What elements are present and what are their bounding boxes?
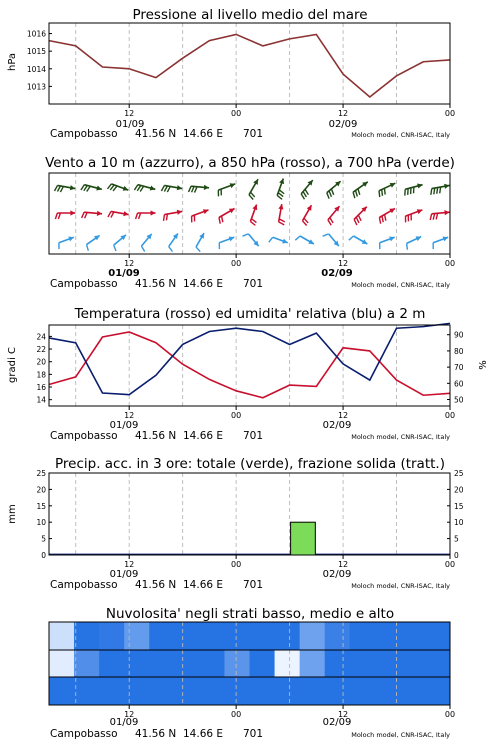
wind-barb <box>249 179 258 199</box>
x-tick-label: 12 <box>337 109 349 118</box>
wind-barb-feather <box>327 193 329 199</box>
wind-barb <box>269 237 288 243</box>
x-tick-label: 00 <box>231 560 242 569</box>
wind-barb-feather <box>57 186 60 192</box>
y-tick-label: 10 <box>454 518 464 528</box>
wind-barb-feather <box>431 189 432 195</box>
x-tick-label: 12 <box>337 710 349 719</box>
x-tick-label: 12 <box>124 411 135 420</box>
latitude: 41.56 N <box>135 430 177 442</box>
wind-barb <box>82 211 102 219</box>
cloud-cell <box>149 650 175 677</box>
y-tick-label: 1013 <box>26 82 46 92</box>
wind-barb <box>54 185 75 192</box>
wind-barb <box>192 209 209 222</box>
cloud-cell <box>325 622 351 650</box>
y-tick-label: 25 <box>454 469 464 478</box>
location-name: Campobasso <box>50 728 118 740</box>
wind-barb <box>302 205 311 225</box>
y-tick-label: 15 <box>454 501 464 511</box>
wind-barb-feather <box>353 192 355 198</box>
x-tick-label: 12 <box>124 560 135 569</box>
cloud-cell <box>350 622 376 650</box>
y-tick-label: 22 <box>36 345 46 355</box>
wind-barb-feather <box>164 186 167 192</box>
wind-barb-feather <box>222 216 223 222</box>
wind-barb-head <box>151 210 156 215</box>
y-tick-label: 25 <box>36 469 46 478</box>
wind-barb-feather <box>219 218 220 224</box>
precip-bar <box>291 522 316 555</box>
wind-barb-feather <box>55 213 57 219</box>
wind-barb-feather <box>134 185 137 190</box>
date-label: 01/09 <box>108 268 140 279</box>
cloud-cell <box>400 650 426 677</box>
x-tick-label: 00 <box>231 109 242 118</box>
y-tick-label: 24 <box>36 332 46 342</box>
wind-barb-feather <box>436 213 437 219</box>
y-tick-label: 50 <box>454 395 464 405</box>
wind-barb <box>405 209 422 222</box>
x-tick-label: 00 <box>444 411 456 420</box>
wind-barb-feather <box>167 186 170 192</box>
wind-barb-feather <box>301 194 304 199</box>
wind-barb <box>81 185 102 192</box>
location-name: Campobasso <box>50 278 118 290</box>
longitude: 14.66 E <box>183 430 224 442</box>
latitude: 41.56 N <box>135 278 177 290</box>
wind-barb-feather <box>434 188 435 194</box>
longitude: 14.66 E <box>183 278 224 290</box>
wind-barb-feather <box>382 216 383 222</box>
wind-barb-feather <box>379 191 380 197</box>
precip-title: Precip. acc. in 3 ore: totale (verde), frazione solida (tratt.) <box>55 456 445 472</box>
cloud-cell <box>325 677 351 705</box>
temp-rh-panel <box>7 306 489 442</box>
elevation: 701 <box>243 278 264 290</box>
clouds-panel <box>49 606 455 740</box>
cloud-cell <box>49 677 75 705</box>
model-credit: Moloch model, CNR-ISAC, Italy <box>351 731 450 739</box>
cloud-cell <box>425 650 451 677</box>
wind-barb-feather <box>195 187 198 193</box>
y-tick-label: 1015 <box>26 47 46 57</box>
wind-barb-head <box>204 185 209 190</box>
wind-barb-feather <box>166 214 167 220</box>
x-tick-label: 00 <box>444 109 456 118</box>
wind-barb <box>295 236 314 244</box>
cloud-cell <box>224 650 250 677</box>
wind-barb-feather <box>356 190 358 196</box>
temp-ylabel: gradi C <box>7 347 18 383</box>
wind-barb-head <box>70 210 75 215</box>
wind-barb-feather <box>192 186 195 192</box>
location-name: Campobasso <box>50 430 118 442</box>
precip-frame <box>49 473 450 555</box>
wind-barb-feather <box>385 215 386 221</box>
wind-barb <box>196 233 204 252</box>
y-tick-label: 16 <box>36 383 46 393</box>
wind-barb-feather <box>139 213 141 219</box>
x-tick-label: 00 <box>231 259 242 268</box>
wind-barb-feather <box>329 191 331 197</box>
x-tick-label: 12 <box>124 109 135 118</box>
wind-barb-feather <box>328 220 331 225</box>
wind-barb-feather <box>379 218 380 224</box>
wind-barb <box>301 180 313 199</box>
cloud-cell <box>350 650 376 677</box>
cloud-cell <box>400 677 426 705</box>
wind-barb <box>136 210 156 219</box>
date-label: 01/09 <box>109 569 139 580</box>
pressure-title: Pressione al livello medio del mare <box>132 7 368 23</box>
wind-barb-feather <box>358 189 360 195</box>
y-tick-label: 10 <box>36 518 46 528</box>
wind-barb-feather <box>136 213 138 219</box>
cloud-cell <box>199 677 225 705</box>
wind-barb-feather <box>58 213 60 219</box>
y-tick-label: 20 <box>454 485 464 495</box>
wind-barb <box>430 210 449 220</box>
wind-barb <box>189 185 209 193</box>
cloud-cell <box>74 622 100 650</box>
wind-panel <box>45 155 455 290</box>
x-tick-label: 00 <box>231 710 242 719</box>
cloud-cell <box>49 650 75 677</box>
cloud-cell <box>300 677 326 705</box>
wind-barb-feather <box>196 247 200 252</box>
x-tick-label: 12 <box>124 710 135 719</box>
wind-barb <box>134 185 155 192</box>
wind-barb <box>141 234 151 252</box>
cloud-cell <box>300 650 326 677</box>
wind-barb <box>278 204 284 225</box>
wind-barb <box>218 183 235 196</box>
cloud-cell <box>325 650 351 677</box>
wind-barb <box>353 182 368 198</box>
wind-barb-feather <box>269 237 273 242</box>
wind-barb <box>219 209 235 224</box>
wind-barb-feather <box>60 186 63 192</box>
wind-barb-feather <box>349 236 354 240</box>
wind-barb <box>219 237 234 250</box>
wind-barb-feather <box>279 219 285 222</box>
wind-barb-feather <box>354 219 357 225</box>
wind-barb-feather <box>82 212 85 218</box>
cloud-cell <box>174 677 200 705</box>
cloud-cell <box>199 650 225 677</box>
longitude: 14.66 E <box>183 128 224 140</box>
wind-barb-feather <box>305 189 308 194</box>
wind-title: Vento a 10 m (azzurro), a 850 hPa (rosso), a 700 hPa (verde) <box>45 155 455 171</box>
precip-ylabel: mm <box>7 504 18 524</box>
wind-barb-feather <box>295 236 300 240</box>
y-tick-label: 1016 <box>26 29 46 39</box>
cloud-cell <box>275 650 301 677</box>
wind-barb <box>380 237 395 250</box>
y-tick-label: 5 <box>41 534 46 544</box>
date-label: 02/09 <box>322 569 352 580</box>
y-tick-label: 5 <box>454 534 459 544</box>
cloud-cell <box>149 677 175 705</box>
cloud-cell <box>74 677 100 705</box>
y-tick-label: 0 <box>454 551 459 560</box>
wind-barb-feather <box>437 188 438 194</box>
wind-barb <box>114 235 126 251</box>
wind-barb-feather <box>87 245 89 251</box>
wind-barb-feather <box>161 185 164 191</box>
cloud-cell <box>275 622 301 650</box>
wind-barb-feather <box>111 212 114 218</box>
wind-barb-feather <box>279 222 285 225</box>
wind-barb-feather <box>440 187 441 193</box>
y-tick-label: 0 <box>41 551 46 560</box>
cloud-cell <box>49 622 75 650</box>
date-label: 02/09 <box>321 268 353 279</box>
cloud-cell <box>99 622 125 650</box>
latitude: 41.56 N <box>135 579 177 591</box>
wind-barb-feather <box>331 189 333 195</box>
wind-barb-feather <box>84 185 87 190</box>
cloud-cell <box>224 677 250 705</box>
wind-barb-feather <box>189 186 192 192</box>
location-name: Campobasso <box>50 579 118 591</box>
wind-barb <box>55 210 75 219</box>
cloud-cell <box>99 650 125 677</box>
wind-barb <box>354 207 367 225</box>
x-tick-label: 00 <box>444 560 456 569</box>
wind-barb-feather <box>358 215 361 221</box>
model-credit: Moloch model, CNR-ISAC, Italy <box>351 582 450 590</box>
x-tick-label: 12 <box>337 259 349 268</box>
wind-barb-feather <box>384 188 385 194</box>
y-tick-label: 18 <box>36 370 46 380</box>
elevation: 701 <box>243 728 264 740</box>
cloud-cell <box>149 622 175 650</box>
wind-barb <box>328 206 340 225</box>
wind-barb <box>407 236 422 249</box>
cloud-cell <box>174 650 200 677</box>
wind-barb-feather <box>137 185 140 190</box>
date-label: 02/09 <box>322 420 352 431</box>
wind-barb-feather <box>87 186 90 191</box>
cloud-cell <box>124 622 150 650</box>
wind-barb-feather <box>164 215 165 221</box>
elevation: 701 <box>243 128 264 140</box>
cloud-cell <box>124 677 150 705</box>
wind-barb <box>242 234 258 246</box>
model-credit: Moloch model, CNR-ISAC, Italy <box>351 131 450 139</box>
pressure-frame <box>49 23 450 104</box>
cloud-cell <box>350 677 376 705</box>
wind-barb-feather <box>242 234 248 236</box>
pressure-ylabel: hPa <box>7 52 18 72</box>
wind-barb <box>327 181 341 198</box>
y-tick-label: 1014 <box>26 64 46 74</box>
date-label: 01/09 <box>115 119 145 130</box>
model-credit: Moloch model, CNR-ISAC, Italy <box>351 433 450 441</box>
cloud-cell <box>275 677 301 705</box>
wind-barb <box>379 209 395 224</box>
cloud-cell <box>124 650 150 677</box>
y-tick-label: 70 <box>454 363 464 373</box>
wind-barb-feather <box>430 214 431 220</box>
wind-barb-feather <box>140 186 143 191</box>
y-tick-label: 20 <box>36 485 46 495</box>
temp-rh-title: Temperatura (rosso) ed umidita' relativa (blu) a 2 m <box>74 306 426 322</box>
wind-barb-feather <box>330 218 333 223</box>
wind-barb <box>107 184 128 191</box>
date-label: 01/09 <box>109 420 139 431</box>
wind-barb <box>277 179 284 200</box>
cloud-cell <box>425 677 451 705</box>
wind-barb-feather <box>433 214 434 220</box>
longitude: 14.66 E <box>183 579 224 591</box>
y-tick-label: 90 <box>454 330 464 340</box>
wind-barb <box>405 183 423 195</box>
rh-ylabel: % <box>478 360 489 370</box>
wind-barb-feather <box>382 190 383 196</box>
cloud-cell <box>99 677 125 705</box>
wind-barb-feather <box>407 243 408 249</box>
latitude: 41.56 N <box>135 728 177 740</box>
model-credit: Moloch model, CNR-ISAC, Italy <box>351 281 450 289</box>
wind-barb <box>323 234 339 246</box>
location-name: Campobasso <box>50 128 118 140</box>
cloud-cell <box>250 622 276 650</box>
cloud-cell <box>174 622 200 650</box>
precip-panel <box>7 456 464 591</box>
wind-barb <box>433 237 448 250</box>
wind-barb-feather <box>108 211 111 217</box>
y-tick-label: 15 <box>36 501 46 511</box>
humidity-line <box>49 323 450 394</box>
x-tick-label: 12 <box>124 259 135 268</box>
wind-barb <box>349 236 368 244</box>
wind-barb <box>87 235 100 250</box>
wind-barb-feather <box>169 247 173 252</box>
elevation: 701 <box>243 579 264 591</box>
date-label: 02/09 <box>328 119 358 130</box>
wind-barb-head <box>97 211 102 216</box>
wind-barb <box>379 183 395 197</box>
pressure-panel <box>7 7 455 140</box>
x-tick-label: 12 <box>337 560 349 569</box>
wind-barb-feather <box>54 185 57 191</box>
cloud-cell <box>199 622 225 650</box>
x-tick-label: 00 <box>444 259 456 268</box>
cloud-cell <box>300 622 326 650</box>
wind-barb-feather <box>141 246 144 251</box>
wind-barb <box>59 237 74 250</box>
wind-barb <box>169 233 178 251</box>
wind-barb-feather <box>303 192 306 197</box>
longitude: 14.66 E <box>183 728 224 740</box>
wind-barb <box>164 210 183 221</box>
wind-barb <box>250 205 257 226</box>
wind-barb <box>161 185 182 192</box>
pressure-line <box>49 34 450 97</box>
y-tick-label: 14 <box>36 395 46 405</box>
cloud-cell <box>250 677 276 705</box>
wind-barb-feather <box>356 217 359 223</box>
cloud-cell <box>224 622 250 650</box>
wind-barb-feather <box>114 245 116 251</box>
wind-barb <box>431 184 450 195</box>
wind-barb <box>108 211 129 217</box>
x-tick-label: 12 <box>337 411 349 420</box>
x-tick-label: 00 <box>444 710 456 719</box>
y-tick-label: 60 <box>454 379 464 389</box>
x-tick-label: 00 <box>231 411 242 420</box>
wind-barb-head <box>444 210 449 215</box>
date-label: 01/09 <box>109 717 139 728</box>
wind-barb-feather <box>323 234 329 236</box>
y-tick-label: 20 <box>36 357 46 367</box>
date-label: 02/09 <box>322 717 352 728</box>
cloud-cell <box>74 650 100 677</box>
cloud-cell <box>400 622 426 650</box>
elevation: 701 <box>243 430 264 442</box>
cloud-cell <box>250 650 276 677</box>
wind-barb-feather <box>85 212 88 218</box>
y-tick-label: 80 <box>454 346 464 356</box>
latitude: 41.56 N <box>135 128 177 140</box>
clouds-title: Nuvolosita' negli strati basso, medio e alto <box>105 606 395 622</box>
wind-barb-feather <box>81 185 84 190</box>
cloud-cell <box>425 622 451 650</box>
